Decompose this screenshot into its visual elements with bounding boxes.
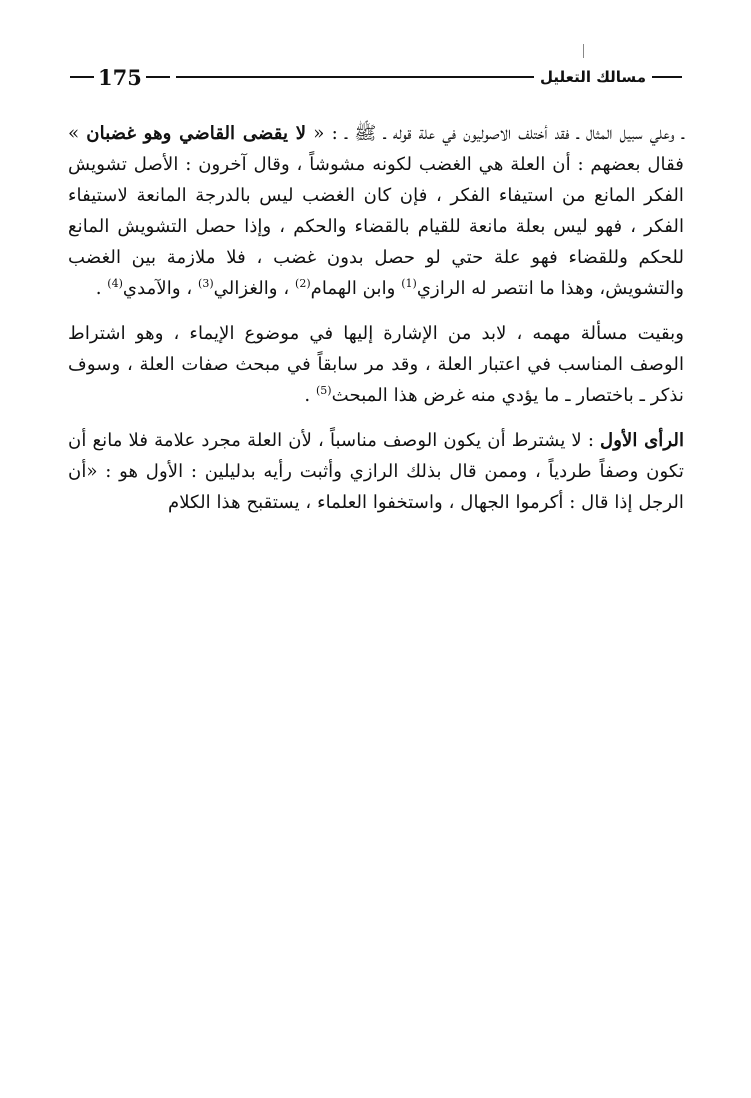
text-run: ـ وعلي سبيل المثال ـ فقد أختلف الاصوليون في علة قوله ـ ﷺ ـ : « [306,123,684,144]
text-run: وابن الهمام [310,278,402,299]
page-header [70,62,682,92]
page-number: 175 [98,64,142,90]
header-right-dash [652,76,682,78]
header-rule [176,76,534,78]
text-run: . [95,278,108,299]
footnote-ref: (4) [107,276,123,290]
text-run: » فقال بعضهم : أن العلة هي الغضب لكونه مشوشاً ، وقال آخرون : الأصل تشويش الفكر المانع من استيفاء الفكر ، فإن كان الغضب ليس بالدرجة المانعة لاستيفاء الفكر ، فهو ليس بعلة مانعة للقيام بالقضاء والحكم ، وإذا حصل التشويش المانع للحكم وللقضاء فهو علة حتي لو حصل بدون غضب ، فلا ملازمة بين الغضب والتشويش، وهذا ما انتصر له الرازي [68,123,684,299]
text-run: ، والآمدي [122,278,199,299]
text-run: ، والغزالي [213,278,296,299]
paragraph [68,318,684,411]
running-title: مسالك التعليل [539,68,646,86]
page-body [68,118,684,527]
header-left-dash [70,76,94,78]
text-run: : لا يشترط أن يكون الوصف مناسباً ، لأن العلة مجرد علامة فلا مانع أن تكون وصفاً طردياً ، وممن قال بذلك الرازي وأثبت رأيه بدليلين : الأول هو : «أن الرجل إذا قال : أكرموا الجهال ، واستخفوا العلماء ، يستقبح هذا الكلام [68,430,684,513]
footnote-ref: (1) [401,276,417,290]
bold-text: الرأى الأول [600,430,684,451]
text-run: وبقيت مسألة مهمه ، لابد من الإشارة إليها في موضوع الإيماء ، وهو اشتراط الوصف المناسب في اعتبار العلة ، وقد مر سابقاً في مبحث صفات العلة ، وسوف نذكر ـ باختصار ـ ما يؤدي منه غرض هذا المبحث [68,323,684,406]
footnote-ref: (5) [316,383,332,397]
paragraph [68,425,684,513]
bold-text: لا يقضى القاضي وهو غضبان [86,123,307,144]
footnote-ref: (3) [198,276,214,290]
paragraph [68,118,684,304]
footnote-ref: (2) [295,276,311,290]
margin-mark [583,44,584,58]
text-run: . [304,385,316,406]
header-number-dash [146,76,170,78]
